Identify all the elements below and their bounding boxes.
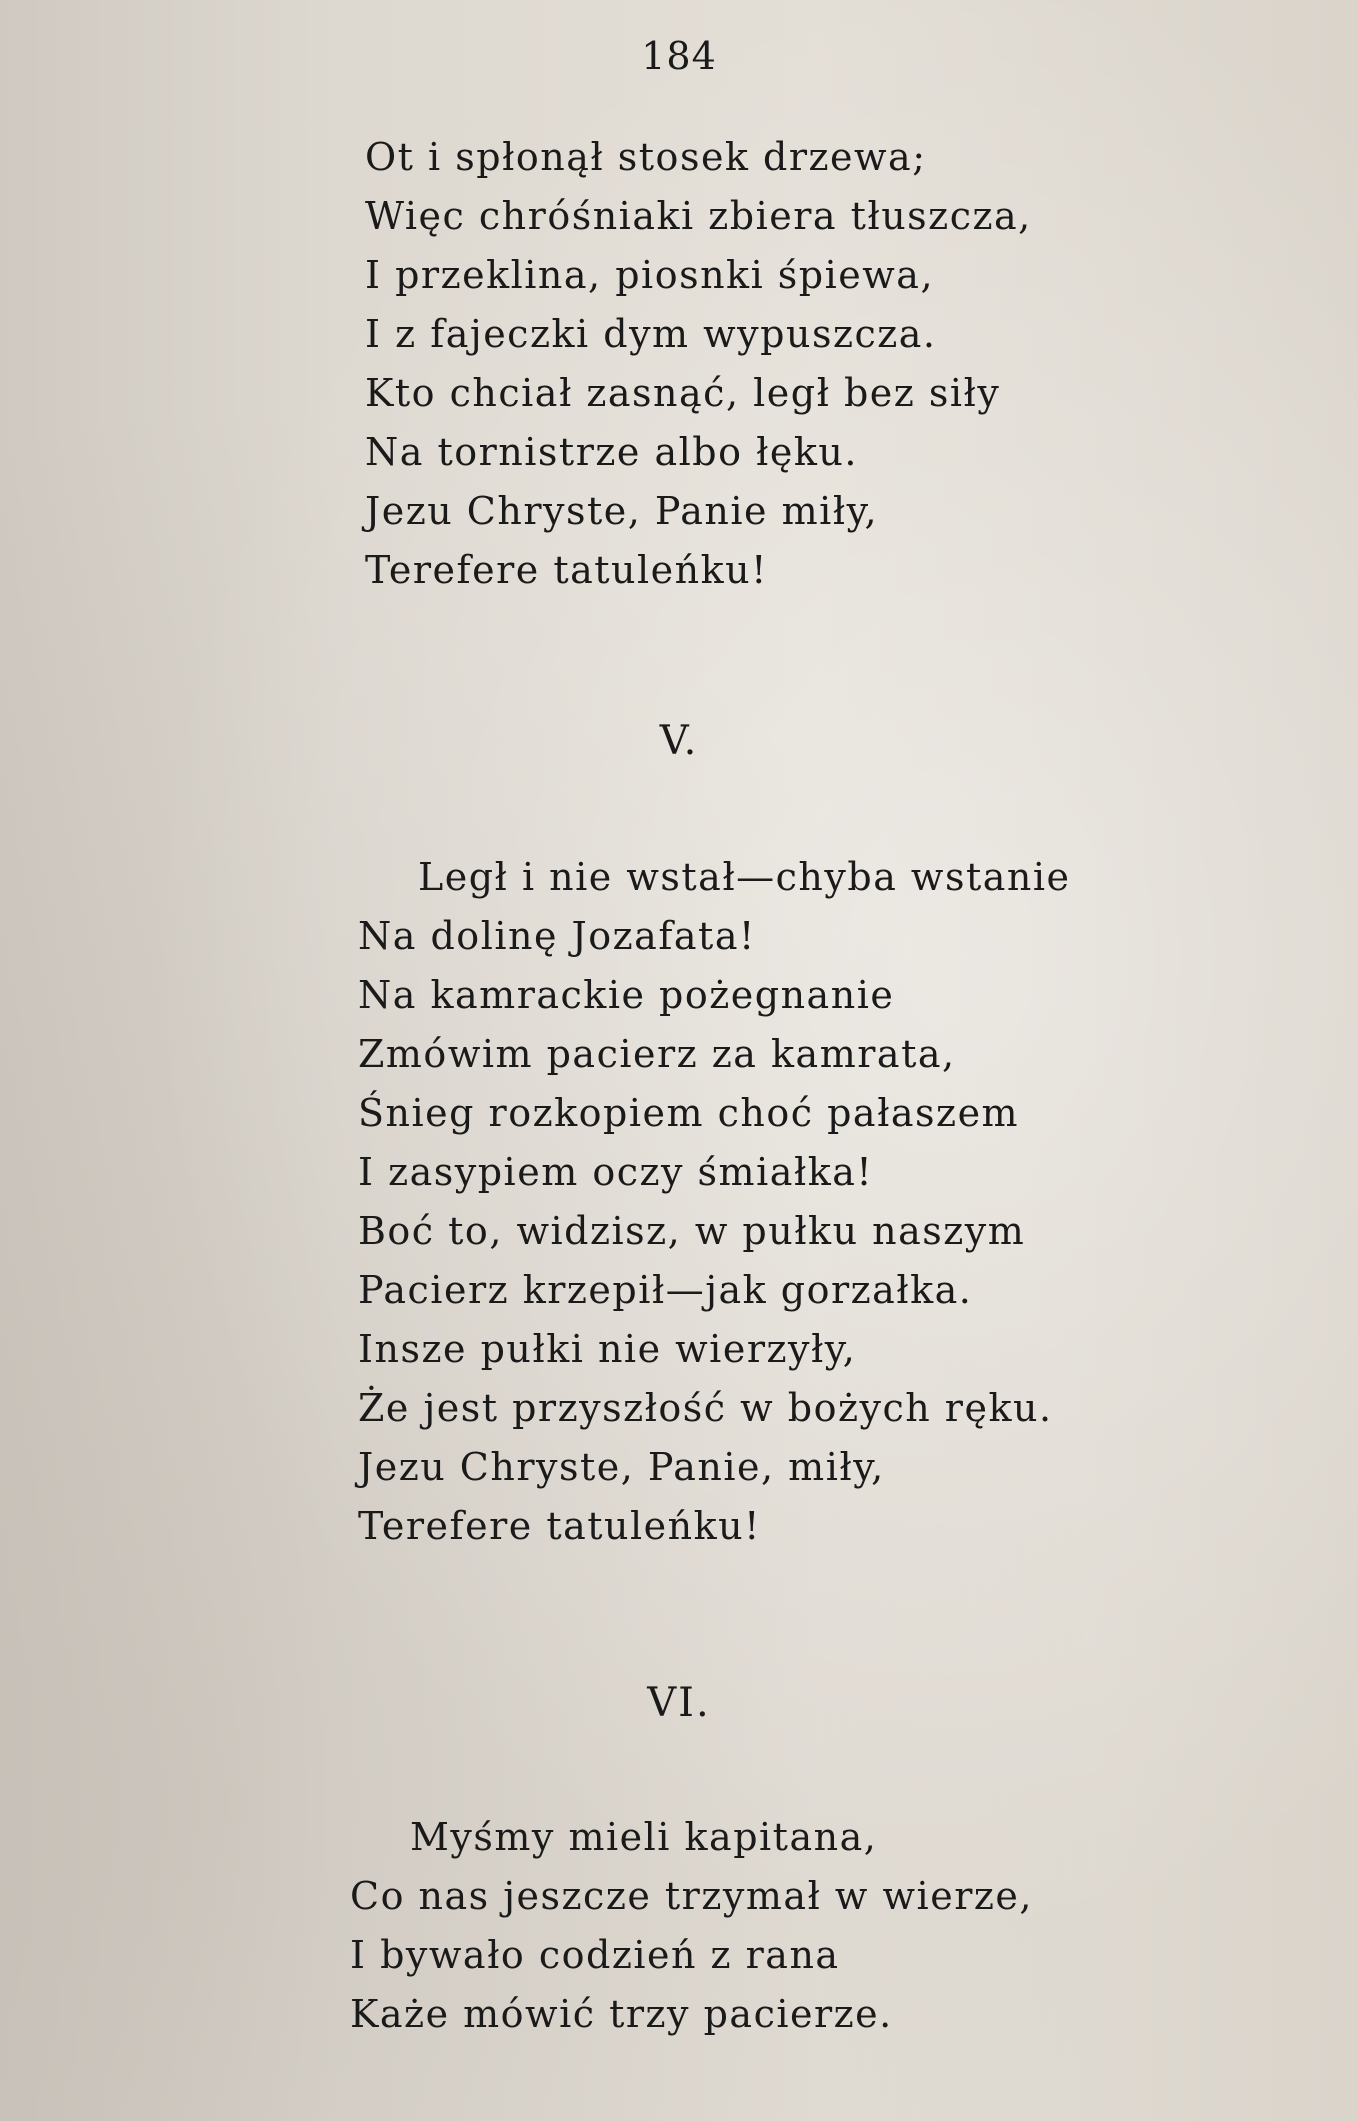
verse-line: Więc chróśniaki zbiera tłuszcza, xyxy=(365,194,1032,238)
section-heading: V. xyxy=(659,718,699,764)
verse-line: Że jest przyszłość w bożych ręku. xyxy=(358,1386,1053,1430)
verse-line: Na dolinę Jozafata! xyxy=(358,914,756,958)
verse-line: Jezu Chryste, Panie, miły, xyxy=(358,1445,885,1489)
verse-line: I przeklina, piosnki śpiewa, xyxy=(365,253,935,297)
verse-line: Zmówim pacierz za kamrata, xyxy=(358,1032,956,1076)
verse-line: Myśmy mieli kapitana, xyxy=(410,1815,878,1859)
section-heading: VI. xyxy=(647,1680,711,1726)
verse-line: Boć to, widzisz, w pułku naszym xyxy=(358,1209,1026,1253)
verse-line: Śnieg rozkopiem choć pałaszem xyxy=(358,1091,1020,1135)
page-number: 184 xyxy=(641,34,717,78)
verse-line: Ot i spłonął stosek drzewa; xyxy=(365,135,927,179)
stanza xyxy=(358,848,1071,1556)
verse-line: Na kamrackie pożegnanie xyxy=(358,973,895,1017)
stanza xyxy=(350,1808,1033,2044)
verse-line: Insze pułki nie wierzyły, xyxy=(358,1327,857,1371)
verse-line: Jezu Chryste, Panie miły, xyxy=(365,489,879,533)
verse-line: Na tornistrze albo łęku. xyxy=(365,430,858,474)
verse-line: Legł i nie wstał—chyba wstanie xyxy=(418,855,1071,899)
verse-line: I zasypiem oczy śmiałka! xyxy=(358,1150,874,1194)
verse-line: Każe mówić trzy pacierze. xyxy=(350,1992,893,2036)
verse-line: Terefere tatuleńku! xyxy=(358,1504,761,1548)
verse-line: Co nas jeszcze trzymał w wierze, xyxy=(350,1874,1033,1918)
verse-line: I z fajeczki dym wypuszcza. xyxy=(365,312,937,356)
verse-line: Terefere tatuleńku! xyxy=(365,548,768,592)
verse-line: Kto chciał zasnąć, legł bez siły xyxy=(365,371,1001,415)
stanza xyxy=(365,128,1032,600)
verse-line: Pacierz krzepił—jak gorzałka. xyxy=(358,1268,973,1312)
verse-line: I bywało codzień z rana xyxy=(350,1933,840,1977)
